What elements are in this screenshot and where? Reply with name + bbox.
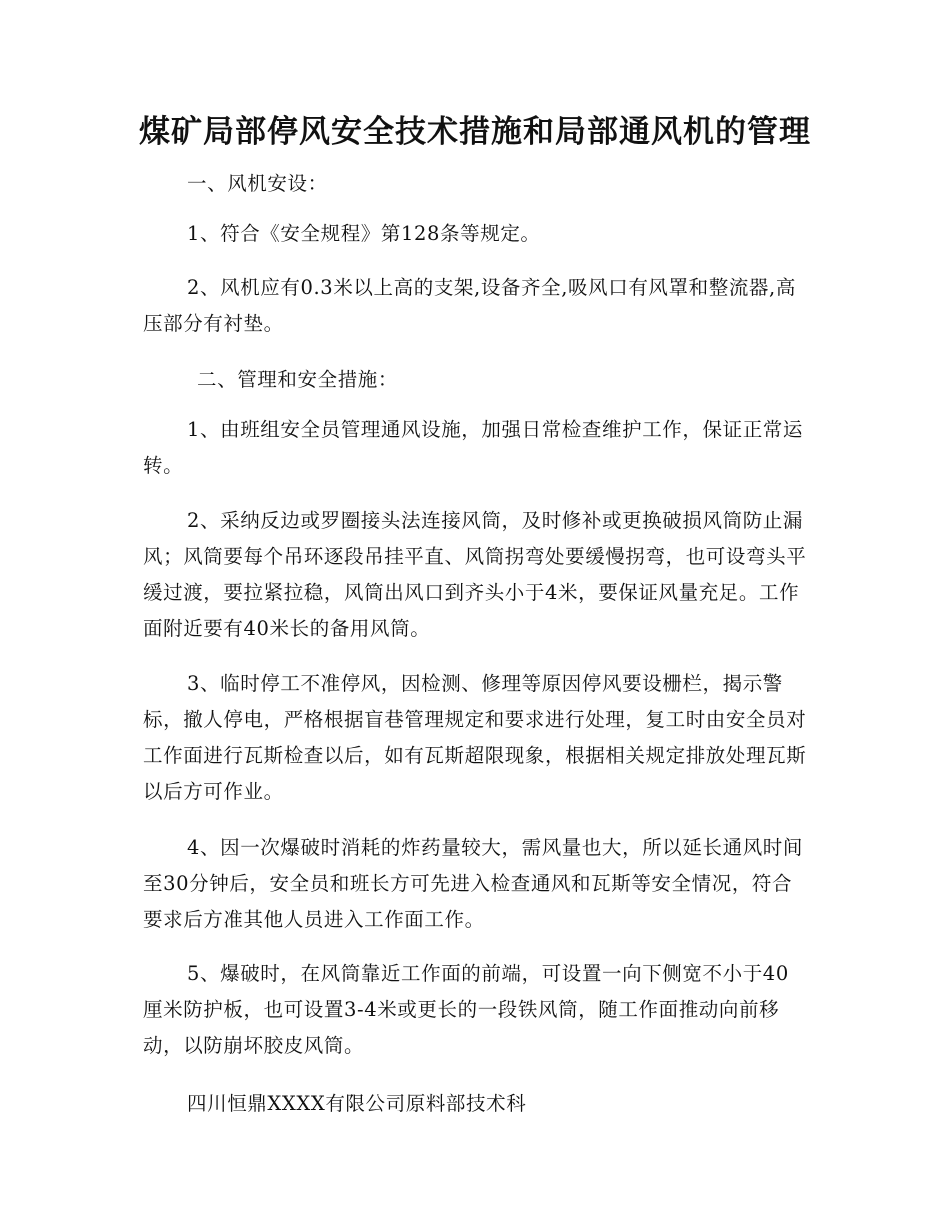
section-2-item-3: 3、临时停工不准停风，因检测、修理等原因停风要设栅栏，揭示警标，撤人停电，严格根据盲巷管理规定和要求进行处理，复工时由安全员对工作面进行瓦斯检查以后，如有瓦斯超限现象，根据相关规定排放处理瓦斯以后方可作业。 (143, 672, 807, 803)
section-2-item-1: 1、由班组安全员管理通风设施，加强日常检查维护工作，保证正常运转。 (143, 418, 804, 477)
section-2-heading: 二、管理和安全措施： (197, 368, 399, 391)
section-1-heading: 一、风机安设： (187, 172, 328, 195)
section-1-item-1: 1、符合《安全规程》第128条等规定。 (187, 222, 541, 245)
section-2-item-4: 4、因一次爆破时消耗的炸药量较大，需风量也大，所以延长通风时间至30分钟后，安全员和班长方可先进入检查通风和瓦斯等安全情况，符合要求后方准其他人员进入工作面工作。 (143, 836, 804, 931)
signature-line: 四川恒鼎XXXX有限公司原料部技术科 (187, 1092, 527, 1115)
section-2-item-5: 5、爆破时，在风筒靠近工作面的前端，可设置一向下侧宽不小于40厘米防护板，也可设置3-4米或更长的一段铁风筒，随工作面推动向前移动，以防崩坏胶皮风筒。 (143, 962, 789, 1057)
section-1-item-2: 2、风机应有0.3米以上高的支架,设备齐全,吸风口有风罩和整流器,高压部分有衬垫。 (143, 276, 796, 335)
document-title: 煤矿局部停风安全技术措施和局部通风机的管理 (139, 114, 811, 150)
section-2-item-2: 2、采纳反边或罗圈接头法连接风筒，及时修补或更换破损风筒防止漏风；风筒要每个吊环逐段吊挂平直、风筒拐弯处要缓慢拐弯，也可设弯头平缓过渡，要拉紧拉稳，风筒出风口到齐头小于4米，要保证风量充足。工作面附近要有40米长的备用风筒。 (143, 509, 807, 640)
